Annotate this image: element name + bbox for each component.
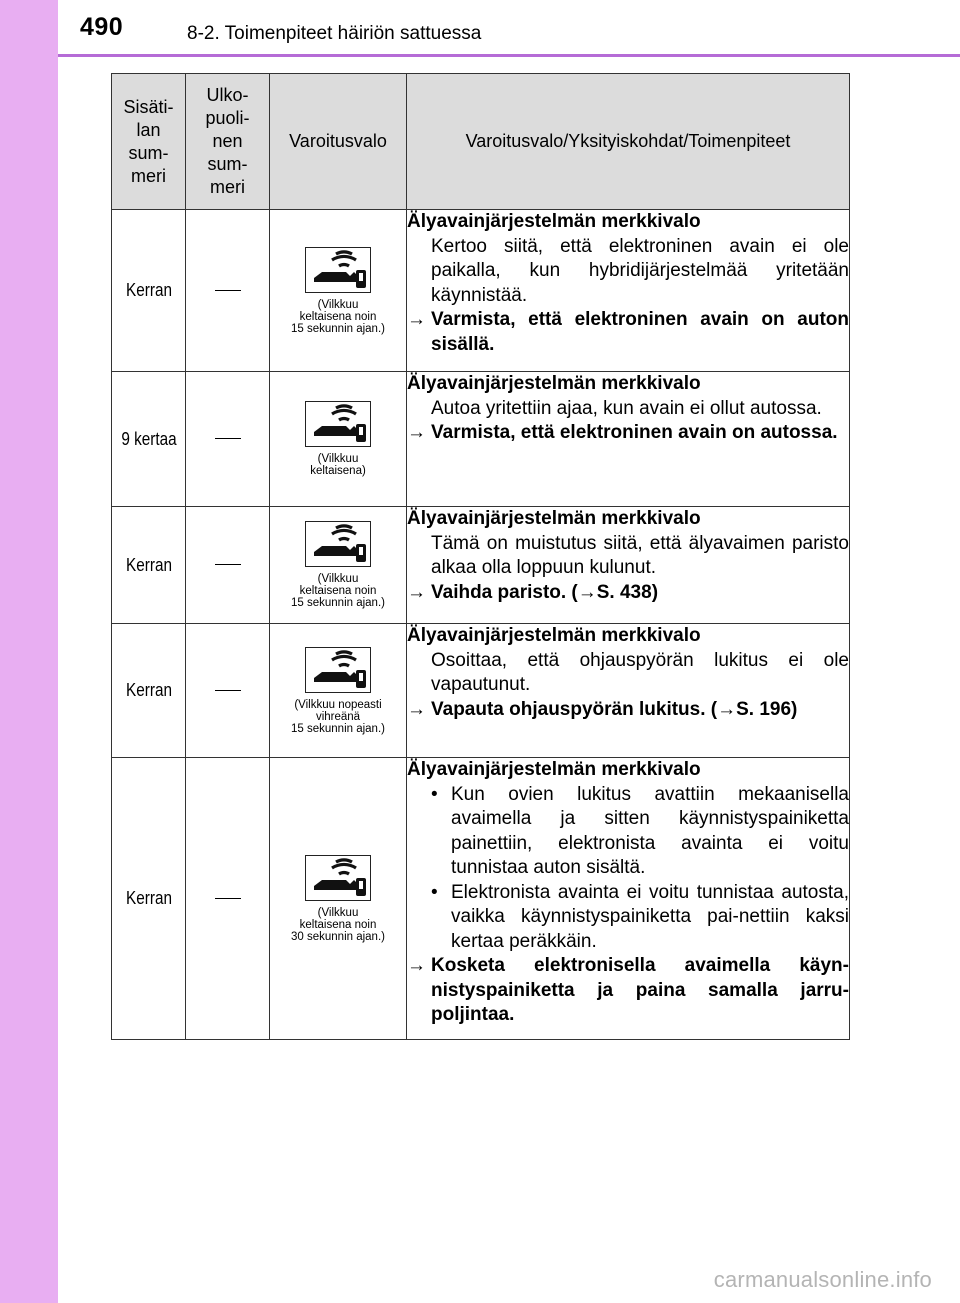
arrow-icon: → [407,581,426,603]
detail-title: Älyavainjärjestelmän merkkivalo [407,211,701,232]
bullet-text: Kun ovien lukitus avattiin mekaanisella avaimella ja sitten käynnistyspainiketta painettiin, elektronista avainta ei voitu tunnistaa auton sisältä. [451,783,849,878]
header-exterior-buzzer: Ulko- puoli- nen sum- meri [186,74,270,210]
bullet-text: Elektronista avainta ei voitu tunnistaa autosta, vaikka käynnistyspainiketta pai-nettiin kaksi kertaa peräkkäin. [451,881,849,952]
exterior-none [186,507,270,624]
detail-title: Älyavainjärjestelmän merkkivalo [407,625,701,646]
action-text: Varmista, että elektroninen avain on auton sisällä. [431,309,849,355]
interior-count: Kerran [117,210,180,372]
arrow-icon: → [407,698,426,720]
table-row [112,507,850,624]
bullet-icon: • [431,783,438,805]
interior-count: Kerran [117,507,180,624]
detail-title: Älyavainjärjestelmän merkkivalo [407,373,701,394]
table-row [112,210,850,372]
action [407,954,849,1028]
detail-cell [407,210,850,372]
exterior-none [186,624,270,758]
table-row [112,624,850,758]
table-header-row [112,74,850,210]
header-details: Varoitusvalo/Yksityiskohdat/Toimenpiteet [407,74,850,210]
table-row [112,758,850,1040]
action [407,581,849,606]
page-number: 490 [80,13,124,41]
arrow-icon: → [407,309,426,330]
watermark: carmanualsonline.info [713,1267,932,1292]
table-row [112,372,850,507]
detail-cell [407,624,850,758]
side-color-bar [0,0,58,1303]
bullet-item [407,783,849,881]
detail-title: Älyavainjärjestelmän merkkivalo [407,508,701,529]
lamp-note: (Vilkkuu keltaisena noin 15 sekunnin ajan.) [291,573,385,609]
action [407,698,849,723]
bullet-icon: • [431,881,438,903]
smart-key-warning-icon [305,521,371,567]
detail-text: Kertoo siitä, että elektroninen avain ei ole paikalla, kun hybridijärjestelmää yritetään käynnistää. [431,235,849,306]
detail-cell [407,758,850,1040]
lamp-note: (Vilkkuu nopeasti vihreänä 15 sekunnin ajan.) [291,698,385,735]
detail-text: Osoittaa, että ohjauspyörän lukitus ei ole vapautunut. [431,649,849,695]
lamp-note: (Vilkkuu keltaisena noin 30 sekunnin ajan.) [291,906,385,943]
bullet-item [407,881,849,955]
header-interior-buzzer: Sisäti- lan sum- meri [112,74,186,210]
lamp-cell [270,507,407,624]
action-text: Vapauta ohjauspyörän lukitus. (→S. 196) [431,698,798,720]
action [407,308,849,357]
smart-key-warning-icon [305,247,371,293]
exterior-none [186,210,270,372]
detail-text: Autoa yritettiin ajaa, kun avain ei ollut autossa. [431,397,822,419]
action-text: Vaihda paristo. (→S. 438) [431,581,659,603]
lamp-note: (Vilkkuu keltaisena) [310,453,366,477]
exterior-none [186,372,270,507]
smart-key-warning-icon [305,647,371,693]
smart-key-warning-icon [305,855,371,901]
warning-table [111,73,850,1040]
lamp-cell [270,624,407,758]
detail-cell [407,372,850,507]
interior-count: 9 kertaa [117,372,180,507]
lamp-cell [270,758,407,1040]
action-text: Kosketa elektronisella avaimella käyn-nistyspainiketta ja paina samalla jarru-poljintaa. [431,955,849,1025]
lamp-cell [270,210,407,372]
action [407,421,849,446]
lamp-cell [270,372,407,507]
interior-count: Kerran [117,758,180,1040]
exterior-none [186,758,270,1040]
section-title: 8-2. Toimenpiteet häiriön sattuessa [187,23,482,44]
action-text: Varmista, että elektroninen avain on autossa. [431,422,838,443]
interior-count: Kerran [117,624,180,758]
detail-title: Älyavainjärjestelmän merkkivalo [407,759,701,780]
header-rule [58,54,960,57]
detail-text: Tämä on muistutus siitä, että älyavaimen paristo alkaa olla loppuun kulunut. [431,532,849,578]
lamp-note: (Vilkkuu keltaisena noin 15 sekunnin ajan.) [291,298,385,335]
header-warning-lamp: Varoitusvalo [270,74,407,210]
arrow-icon: → [407,422,426,443]
detail-cell [407,507,850,624]
arrow-icon: → [407,955,426,976]
smart-key-warning-icon [305,401,371,447]
